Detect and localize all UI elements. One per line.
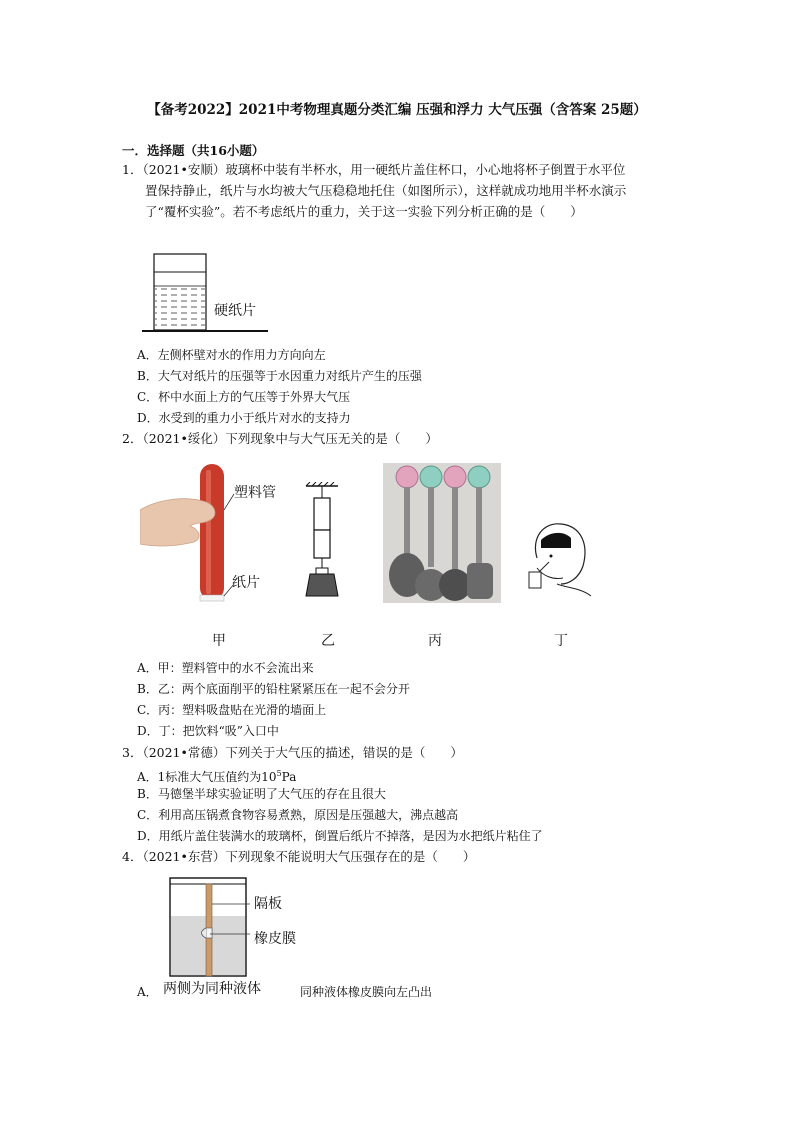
q4-option-a-caption: 两侧为同种液体 bbox=[163, 981, 261, 997]
q1-paper-label: 硬纸片 bbox=[214, 303, 256, 319]
q2-drinking-child-figure bbox=[523, 518, 593, 598]
q4-container-figure bbox=[168, 876, 250, 980]
q2-option-a: A．甲：塑料管中的水不会流出来 bbox=[137, 661, 314, 675]
q2-caption-yi: 乙 bbox=[321, 633, 335, 649]
q1-stem-line2: 置保持静止，纸片与水均被大气压稳稳地托住（如图所示），这样就成功地用半杯水演示 bbox=[145, 183, 627, 198]
q4-membrane-label: 橡皮膜 bbox=[254, 931, 296, 947]
q3-option-d: D．用纸片盖住装满水的玻璃杯，倒置后纸片不掉落，是因为水把纸片粘住了 bbox=[137, 829, 543, 843]
q2-caption-ding: 丁 bbox=[554, 633, 568, 649]
q2-option-c: C．丙：塑料吸盘贴在光滑的墙面上 bbox=[137, 703, 327, 717]
q4-partition-label: 隔板 bbox=[254, 896, 282, 912]
q2-tube-label: 塑料管 bbox=[234, 485, 276, 501]
q1-option-a: A．左侧杯壁对水的作用力方向向左 bbox=[137, 348, 326, 362]
q2-caption-bing: 丙 bbox=[428, 633, 442, 649]
q4-stem: 4．（2021•东营）下列现象不能说明大气压强存在的是（ ） bbox=[122, 849, 476, 864]
q2-caption-jia: 甲 bbox=[212, 633, 226, 649]
q4-option-a-text: 同种液体橡皮膜向左凸出 bbox=[300, 985, 433, 999]
q3-stem: 3．（2021•常德）下列关于大气压的描述，错误的是（ ） bbox=[122, 745, 463, 760]
q3-option-a: A．1标准大气压值约为$10^5Pa$ bbox=[137, 769, 297, 784]
q1-stem-line3: 了“覆杯实验”。若不考虑纸片的重力，关于这一实验下列分析正确的是（ ） bbox=[145, 204, 583, 219]
q3-option-c: C．利用高压锅煮食物容易煮熟，原因是压强越大，沸点越高 bbox=[137, 808, 459, 822]
q2-label-leaders bbox=[222, 480, 242, 600]
q2-option-b: B．乙：两个底面削平的铅柱紧紧压在一起不会分开 bbox=[137, 682, 410, 696]
q2-lead-cylinder-figure bbox=[302, 482, 342, 602]
q1-option-d: D．水受到的重力小于纸片对水的支持力 bbox=[137, 411, 351, 425]
document-title: 【备考2022】2021中考物理真题分类汇编 压强和浮力 大气压强（含答案 25题） bbox=[147, 102, 647, 118]
q4-option-a-letter: A． bbox=[137, 985, 158, 999]
q2-suction-cup-figure bbox=[383, 463, 501, 603]
q3-option-b: B．马德堡半球实验证明了大气压的存在且很大 bbox=[137, 787, 386, 801]
q1-stem-line1: 1．（2021•安顺）玻璃杯中装有半杯水，用一硬纸片盖住杯口，小心地将杯子倒置于水平位 bbox=[122, 162, 626, 177]
q1-cup-figure bbox=[140, 250, 270, 340]
q2-stem: 2．（2021•绥化）下列现象中与大气压无关的是（ ） bbox=[122, 431, 438, 446]
q2-paper-label: 纸片 bbox=[232, 575, 260, 591]
q2-option-d: D．丁：把饮料“吸”入口中 bbox=[137, 724, 279, 738]
q1-option-b: B．大气对纸片的压强等于水因重力对纸片产生的压强 bbox=[137, 369, 422, 383]
section-heading: 一．选择题（共16小题） bbox=[122, 143, 265, 158]
q1-option-c: C．杯中水面上方的气压等于外界大气压 bbox=[137, 390, 351, 404]
